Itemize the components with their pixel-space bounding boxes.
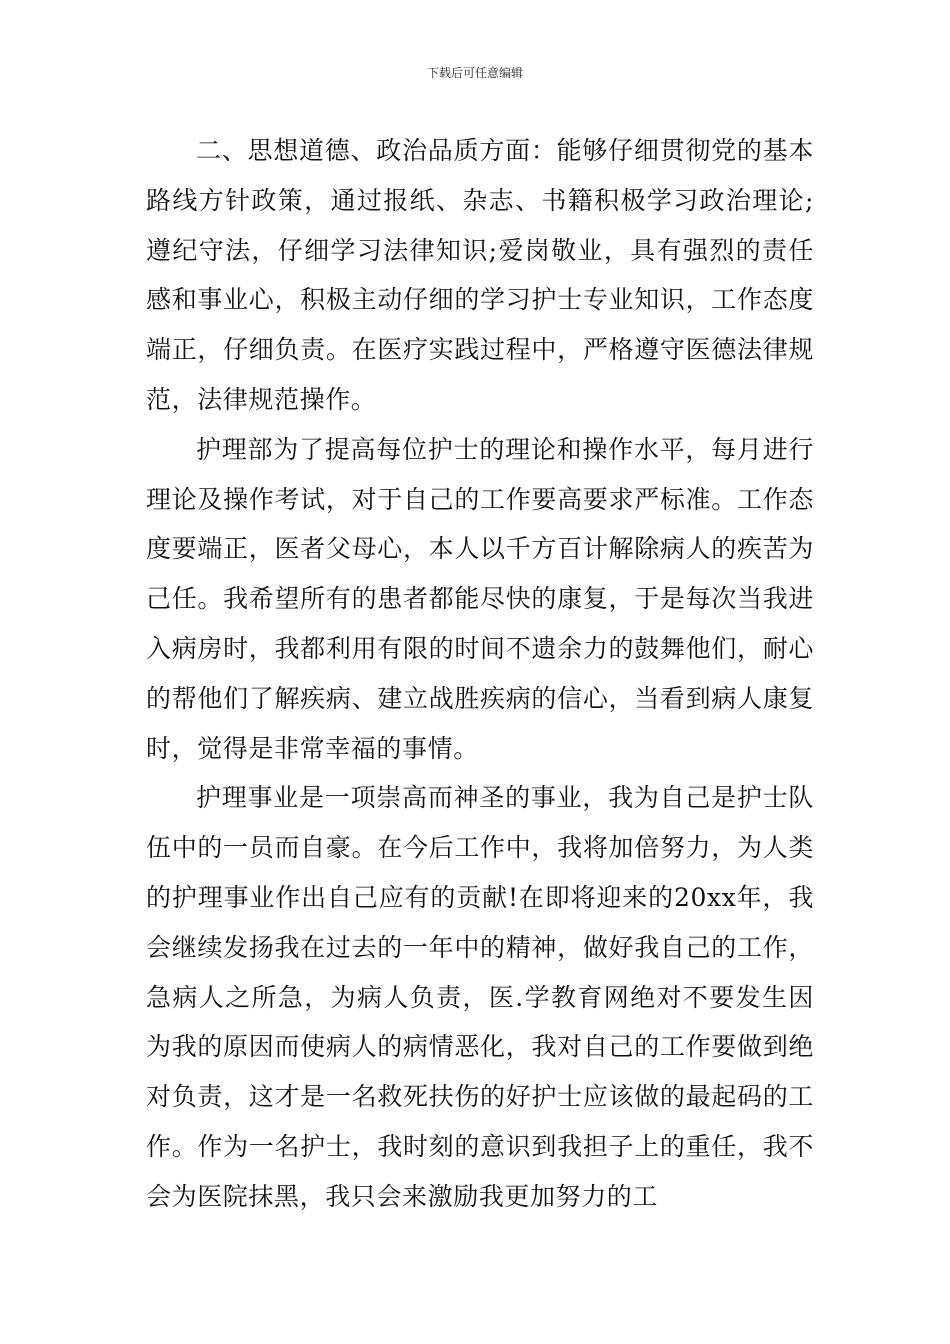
paragraph-2: 护理部为了提高每位护士的理论和操作水平，每月进行理论及操作考试，对于自己的工作要高要求严标准。工作态度要端正，医者父母心，本人以千方百计解除病人的疾苦为己任。我希望所有的患者都能尽快的康复，于是每次当我进入病房时，我都利用有限的时间不遗余力的鼓舞他们，耐心的帮他们了解疾病、建立战胜疾病的信心，当看到病人康复时，觉得是非常幸福的事情。 (146, 434, 814, 763)
body-text (146, 126, 814, 1222)
page-header: 下载后可任意编辑 (426, 66, 523, 80)
paragraph-3: 护理事业是一项崇高而神圣的事业，我为自己是护士队伍中的一员而自豪。在今后工作中，我将加倍努力，为人类的护理事业作出自己应有的贡献!在即将迎来的20xx年，我会继续发扬我在过去的一年中的精神，做好我自己的工作，急病人之所急，为病人负责，医.学教育网绝对不要发生因为我的原因而使病人的病情恶化，我对自己的工作要做到绝对负责，这才是一名救死扶伤的好护士应该做的最起码的工作。作为一名护士，我时刻的意识到我担子上的重任，我不会为医院抹黑，我只会来激励我更加努力的工 (146, 783, 814, 1211)
paragraph-1: 二、思想道德、政治品质方面：能够仔细贯彻党的基本路线方针政策，通过报纸、杂志、书籍积极学习政治理论;遵纪守法，仔细学习法律知识;爱岗敬业，具有强烈的责任感和事业心，积极主动仔细的学习护士专业知识，工作态度端正，仔细负责。在医疗实践过程中，严格遵守医德法律规范，法律规范操作。 (146, 136, 814, 414)
